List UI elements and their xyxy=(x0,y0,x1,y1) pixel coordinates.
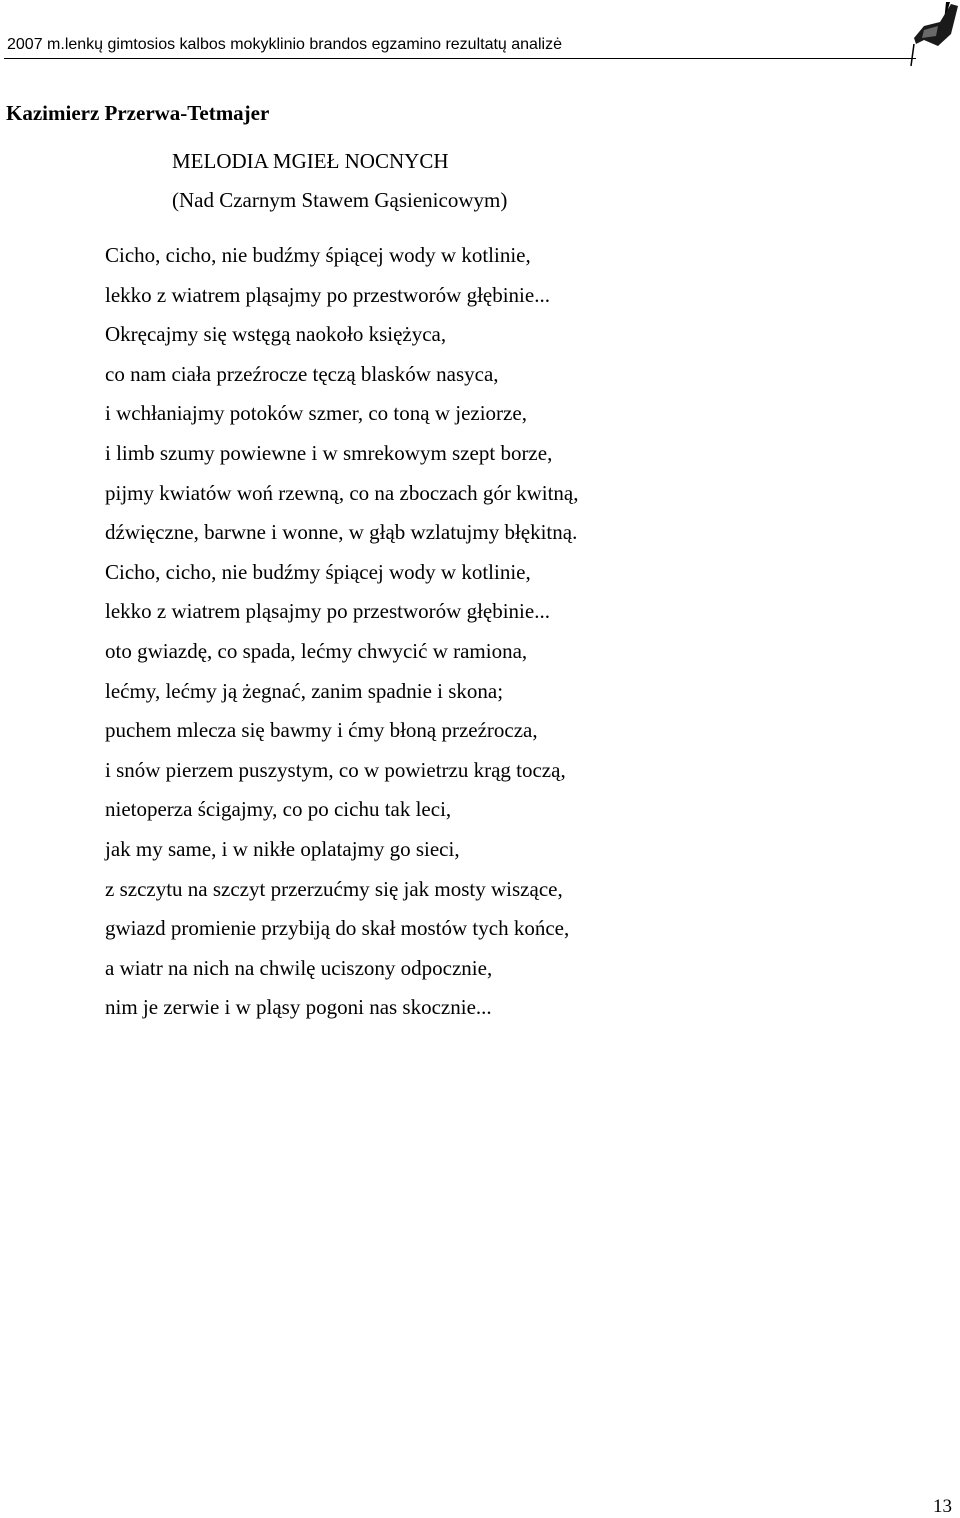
poem-line: jak my same, i w nikłe oplatajmy go sieci, xyxy=(105,836,460,861)
poem-author: Kazimierz Przerwa-Tetmajer xyxy=(6,101,270,125)
header-divider xyxy=(4,58,916,59)
poem-line: pijmy kwiatów woń rzewną, co na zboczach gór kwitną, xyxy=(105,480,579,505)
poem-line: lekko z wiatrem pląsajmy po przestworów głębinie... xyxy=(105,599,550,624)
poem-line: gwiazd promienie przybiją do skał mostów tych końce, xyxy=(105,916,570,941)
poem-line: Cicho, cicho, nie budźmy śpiącej wody w kotlinie, xyxy=(105,243,531,267)
quill-logo-icon xyxy=(904,0,960,72)
poem-line: puchem mlecza się bawmy i ćmy błoną przeźrocza, xyxy=(105,718,538,743)
page-number: 13 xyxy=(933,1496,952,1517)
poem-subtitle: (Nad Czarnym Stawem Gąsienicowym) xyxy=(172,188,508,212)
poem-line: i snów pierzem puszystym, co w powietrzu krąg toczą, xyxy=(105,757,566,782)
poem-line: Cicho, cicho, nie budźmy śpiącej wody w kotlinie, xyxy=(105,559,531,584)
poem-body xyxy=(105,236,579,1028)
poem-line: oto gwiazdę, co spada, lećmy chwycić w ramiona, xyxy=(105,638,528,663)
poem-line: lećmy, lećmy ją żegnać, zanim spadnie i skona; xyxy=(105,678,504,703)
poem-line: co nam ciała przeźrocze tęczą blasków nasyca, xyxy=(105,361,499,386)
poem-line: nim je zerwie i w pląsy pogoni nas skocznie... xyxy=(105,995,492,1020)
poem-line: lekko z wiatrem pląsajmy po przestworów głębinie... xyxy=(105,282,550,307)
poem-line: dźwięczne, barwne i wonne, w głąb wzlatujmy błękitną. xyxy=(105,520,578,545)
poem-line: z szczytu na szczyt przerzućmy się jak mosty wiszące, xyxy=(105,876,563,901)
poem-line: i limb szumy powiewne i w smrekowym szept borze, xyxy=(105,440,553,465)
poem-title: MELODIA MGIEŁ NOCNYCH xyxy=(172,149,449,173)
running-header: 2007 m.lenkų gimtosios kalbos mokyklinio brandos egzamino rezultatų analizė xyxy=(7,36,562,53)
poem-line: Okręcajmy się wstęgą naokoło księżyca, xyxy=(105,322,447,347)
poem-line: nietoperza ścigajmy, co po cichu tak leci, xyxy=(105,797,452,822)
poem-line: a wiatr na nich na chwilę uciszony odpocznie, xyxy=(105,955,493,980)
poem-line: i wchłaniajmy potoków szmer, co toną w jeziorze, xyxy=(105,401,527,426)
